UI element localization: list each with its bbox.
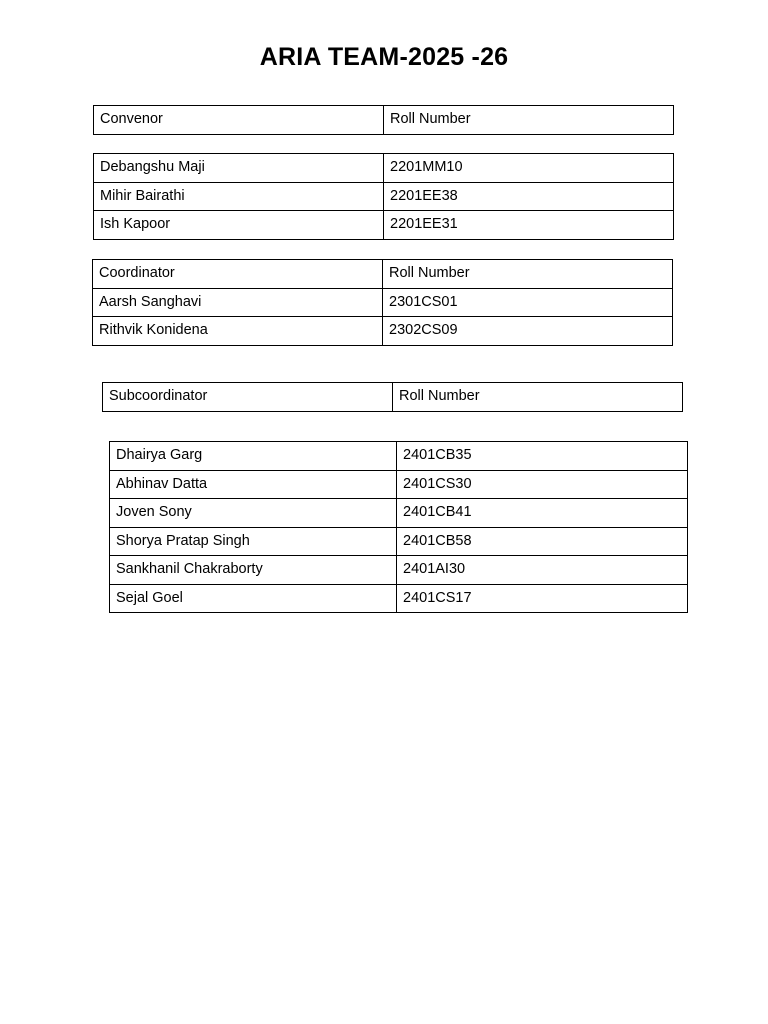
roll-cell: 2201EE31 — [384, 211, 674, 240]
roll-cell: 2201MM10 — [384, 154, 674, 183]
roll-cell: 2401CB35 — [397, 442, 688, 471]
name-cell: Joven Sony — [110, 499, 397, 528]
roll-cell: 2401CB41 — [397, 499, 688, 528]
table-row — [94, 154, 674, 183]
name-cell: Abhinav Datta — [110, 470, 397, 499]
roll-cell: 2302CS09 — [383, 317, 673, 346]
page-title: ARIA TEAM-2025 -26 — [259, 43, 509, 71]
roll-cell: 2401CS17 — [397, 584, 688, 613]
table-header-row — [103, 383, 683, 412]
name-cell: Sankhanil Chakraborty — [110, 556, 397, 585]
table-row — [93, 317, 673, 346]
subcoordinator-header-table — [102, 382, 683, 412]
name-cell: Shorya Pratap Singh — [110, 527, 397, 556]
roll-cell: 2301CS01 — [383, 288, 673, 317]
role-header-cell: Convenor — [94, 106, 384, 135]
table-row — [110, 556, 688, 585]
roll-header-cell: Roll Number — [384, 106, 674, 135]
table-row — [94, 211, 674, 240]
coordinator-table — [92, 259, 673, 346]
name-cell: Sejal Goel — [110, 584, 397, 613]
roll-cell: 2401CS30 — [397, 470, 688, 499]
convenor-header-table — [93, 105, 674, 135]
table-row — [93, 288, 673, 317]
role-header-cell: Coordinator — [93, 260, 383, 289]
name-cell: Debangshu Maji — [94, 154, 384, 183]
roll-cell: 2401AI30 — [397, 556, 688, 585]
roll-cell: 2201EE38 — [384, 182, 674, 211]
table-row — [110, 527, 688, 556]
table-row — [110, 584, 688, 613]
name-cell: Mihir Bairathi — [94, 182, 384, 211]
convenor-table — [93, 153, 674, 240]
table-header-row — [94, 106, 674, 135]
roll-header-cell: Roll Number — [393, 383, 683, 412]
table-row — [94, 182, 674, 211]
subcoordinator-table — [109, 441, 688, 613]
table-row — [110, 470, 688, 499]
role-header-cell: Subcoordinator — [103, 383, 393, 412]
name-cell: Ish Kapoor — [94, 211, 384, 240]
name-cell: Rithvik Konidena — [93, 317, 383, 346]
name-cell: Dhairya Garg — [110, 442, 397, 471]
roll-cell: 2401CB58 — [397, 527, 688, 556]
table-row — [110, 442, 688, 471]
name-cell: Aarsh Sanghavi — [93, 288, 383, 317]
table-header-row — [93, 260, 673, 289]
table-row — [110, 499, 688, 528]
roll-header-cell: Roll Number — [383, 260, 673, 289]
